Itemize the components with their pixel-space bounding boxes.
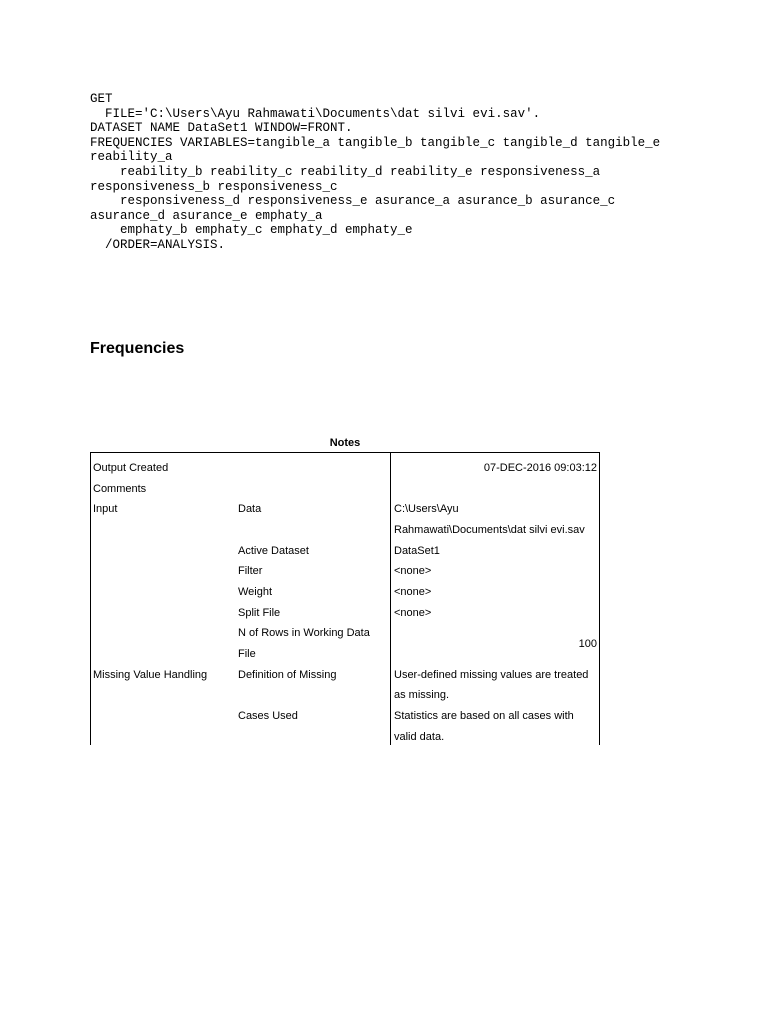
n-rows-value: 100 [578,638,597,650]
output-created-label: Output Created [93,462,169,474]
cases-used-label: Cases Used [238,710,298,722]
comments-label: Comments [93,483,147,495]
input-label: Input [93,503,118,515]
column-divider [390,453,391,745]
syntax-log [90,92,660,253]
output-created-value: 07-DEC-2016 09:03:12 [483,462,597,474]
definition-value-line1: User-defined missing values are treated [394,669,589,681]
weight-value: <none> [394,586,432,598]
syntax-line: asurance_d asurance_e emphaty_a [90,208,323,223]
syntax-line: responsiveness_b responsiveness_c [90,179,338,194]
syntax-line: DATASET NAME DataSet1 WINDOW=FRONT. [90,121,353,136]
syntax-line: emphaty_b emphaty_c emphaty_d emphaty_e [90,223,413,238]
notes-table-title: Notes [329,437,361,449]
filter-value: <none> [394,565,432,577]
definition-value-line2: as missing. [394,689,450,701]
data-value-line2: Rahmawati\Documents\dat silvi evi.sav [394,524,585,536]
active-dataset-value: DataSet1 [394,545,440,557]
missing-value-handling-label: Missing Value Handling [93,669,208,681]
n-rows-label-line1: N of Rows in Working Data [238,627,370,639]
weight-label: Weight [238,586,273,598]
syntax-line: reability_a [90,150,173,165]
syntax-line: FILE='C:\Users\Ayu Rahmawati\Documents\dat silvi evi.sav'. [90,106,541,121]
n-rows-label-line2: File [238,648,256,660]
syntax-line: FREQUENCIES VARIABLES=tangible_a tangible_b tangible_c tangible_d tangible_e [90,135,661,150]
filter-label: Filter [238,565,263,577]
split-file-value: <none> [394,607,432,619]
cases-used-value-line2: valid data. [394,731,445,743]
split-file-label: Split File [238,607,281,619]
definition-of-missing-label: Definition of Missing [238,669,337,681]
frequencies-heading: Frequencies [90,340,185,357]
data-label: Data [238,503,262,515]
syntax-line: /ORDER=ANALYSIS. [90,237,226,252]
active-dataset-label: Active Dataset [238,545,309,557]
notes-table [90,452,600,745]
syntax-line: GET [90,92,113,106]
cases-used-value-line1: Statistics are based on all cases with [394,710,574,722]
syntax-line: reability_b reability_c reability_d reability_e responsiveness_a [90,164,601,179]
data-value-line1: C:\Users\Ayu [394,503,459,515]
syntax-line: responsiveness_d responsiveness_e asurance_a asurance_b asurance_c [90,194,616,209]
